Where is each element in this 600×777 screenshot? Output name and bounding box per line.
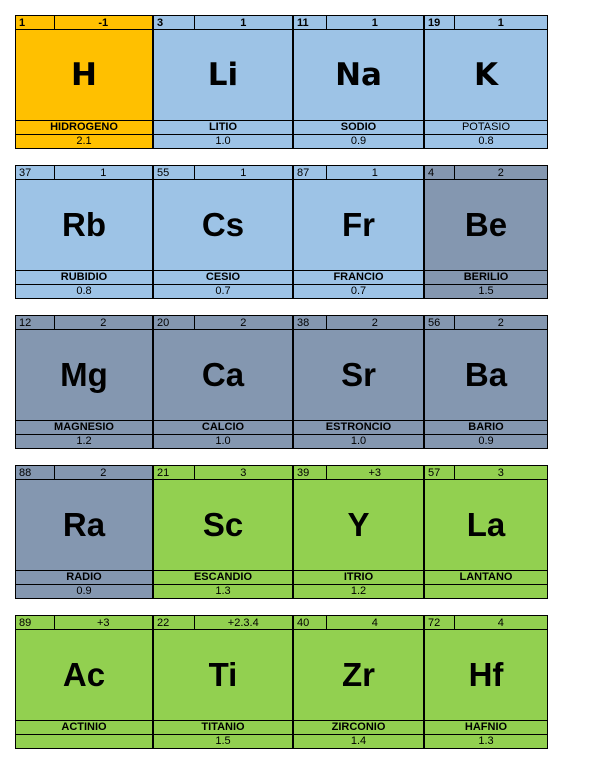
- element-card-rb: [15, 165, 153, 299]
- element-symbol: La: [424, 479, 548, 572]
- element-card-h: [15, 15, 153, 149]
- valence-value: 2: [194, 315, 294, 330]
- atomic-number: 39: [293, 465, 327, 480]
- atomic-number: 4: [424, 165, 455, 180]
- atomic-number: 56: [424, 315, 455, 330]
- valence-value: 3: [194, 465, 294, 480]
- element-name: HAFNIO: [424, 720, 548, 736]
- element-symbol: Cs: [153, 179, 293, 272]
- electronegativity-value: 1.0: [153, 134, 293, 150]
- electronegativity-value: 0.8: [424, 134, 548, 150]
- atomic-number: 11: [293, 15, 327, 30]
- valence-value: 3: [454, 465, 549, 480]
- element-name: LANTANO: [424, 570, 548, 586]
- electronegativity-value: 1.2: [15, 434, 153, 450]
- element-card-be: [424, 165, 548, 299]
- valence-value: 1: [194, 15, 294, 30]
- element-card-zr: [293, 615, 424, 749]
- atomic-number: 72: [424, 615, 455, 630]
- element-card-mg: [15, 315, 153, 449]
- valence-value: 4: [454, 615, 549, 630]
- element-card-sr: [293, 315, 424, 449]
- element-card-ra: [15, 465, 153, 599]
- electronegativity-value: 1.3: [153, 584, 293, 600]
- element-card-na: [293, 15, 424, 149]
- atomic-number: 3: [153, 15, 195, 30]
- element-symbol: Rb: [15, 179, 153, 272]
- valence-value: 1: [326, 165, 425, 180]
- valence-value: +3: [54, 615, 154, 630]
- atomic-number: 87: [293, 165, 327, 180]
- element-card-la: [424, 465, 548, 599]
- element-card-k: [424, 15, 548, 149]
- element-symbol: Zr: [293, 629, 424, 722]
- atomic-number: 1: [15, 15, 55, 30]
- element-card-hf: [424, 615, 548, 749]
- electronegativity-value: 0.8: [15, 284, 153, 300]
- valence-value: 2: [454, 165, 549, 180]
- element-name: TITANIO: [153, 720, 293, 736]
- element-card-li: [153, 15, 293, 149]
- element-card-sc: [153, 465, 293, 599]
- electronegativity-value: 2.1: [15, 134, 153, 150]
- element-name: POTASIO: [424, 120, 548, 136]
- atomic-number: 57: [424, 465, 455, 480]
- electronegativity-value: 0.9: [15, 584, 153, 600]
- element-symbol: Y: [293, 479, 424, 572]
- element-name: MAGNESIO: [15, 420, 153, 436]
- electronegativity-value: 0.9: [424, 434, 548, 450]
- element-name: ESCANDIO: [153, 570, 293, 586]
- element-name: RADIO: [15, 570, 153, 586]
- electronegativity-value: 0.7: [153, 284, 293, 300]
- electronegativity-value: [15, 734, 153, 750]
- element-card-ca: [153, 315, 293, 449]
- element-symbol: Mg: [15, 329, 153, 422]
- electronegativity-value: 0.9: [293, 134, 424, 150]
- electronegativity-value: 1.5: [424, 284, 548, 300]
- valence-value: 1: [54, 165, 154, 180]
- element-symbol: Hf: [424, 629, 548, 722]
- element-symbol: Ca: [153, 329, 293, 422]
- element-symbol: Ba: [424, 329, 548, 422]
- atomic-number: 19: [424, 15, 455, 30]
- electronegativity-value: 1.3: [424, 734, 548, 750]
- valence-value: 2: [54, 315, 154, 330]
- element-symbol: H: [15, 29, 153, 122]
- element-card-ac: [15, 615, 153, 749]
- atomic-number: 20: [153, 315, 195, 330]
- valence-value: 1: [454, 15, 549, 30]
- electronegativity-value: 1.5: [153, 734, 293, 750]
- valence-value: 4: [326, 615, 425, 630]
- element-name: HIDROGENO: [15, 120, 153, 136]
- electronegativity-value: 1.4: [293, 734, 424, 750]
- valence-value: 2: [54, 465, 154, 480]
- element-name: FRANCIO: [293, 270, 424, 286]
- element-name: CALCIO: [153, 420, 293, 436]
- element-name: ZIRCONIO: [293, 720, 424, 736]
- element-symbol: Fr: [293, 179, 424, 272]
- electronegativity-value: 1.2: [293, 584, 424, 600]
- element-symbol: Sc: [153, 479, 293, 572]
- element-name: LITIO: [153, 120, 293, 136]
- valence-value: 2: [454, 315, 549, 330]
- element-symbol: K: [424, 29, 548, 122]
- atomic-number: 37: [15, 165, 55, 180]
- element-name: RUBIDIO: [15, 270, 153, 286]
- element-symbol: Be: [424, 179, 548, 272]
- element-name: ITRIO: [293, 570, 424, 586]
- element-card-y: [293, 465, 424, 599]
- electronegativity-value: 1.0: [293, 434, 424, 450]
- valence-value: 2: [326, 315, 425, 330]
- electronegativity-value: 0.7: [293, 284, 424, 300]
- element-name: SODIO: [293, 120, 424, 136]
- valence-value: +3: [326, 465, 425, 480]
- atomic-number: 22: [153, 615, 195, 630]
- electronegativity-value: [424, 584, 548, 600]
- atomic-number: 89: [15, 615, 55, 630]
- element-card-fr: [293, 165, 424, 299]
- element-symbol: Ti: [153, 629, 293, 722]
- atomic-number: 40: [293, 615, 327, 630]
- electronegativity-value: 1.0: [153, 434, 293, 450]
- element-card-ti: [153, 615, 293, 749]
- element-card-cs: [153, 165, 293, 299]
- atomic-number: 21: [153, 465, 195, 480]
- valence-value: 1: [194, 165, 294, 180]
- element-symbol: Sr: [293, 329, 424, 422]
- element-name: BARIO: [424, 420, 548, 436]
- atomic-number: 12: [15, 315, 55, 330]
- element-symbol: Li: [153, 29, 293, 122]
- element-name: ESTRONCIO: [293, 420, 424, 436]
- element-symbol: Na: [293, 29, 424, 122]
- valence-value: -1: [54, 15, 154, 30]
- atomic-number: 55: [153, 165, 195, 180]
- element-name: ACTINIO: [15, 720, 153, 736]
- element-symbol: Ra: [15, 479, 153, 572]
- element-name: CESIO: [153, 270, 293, 286]
- atomic-number: 88: [15, 465, 55, 480]
- element-card-ba: [424, 315, 548, 449]
- element-symbol: Ac: [15, 629, 153, 722]
- valence-value: 1: [326, 15, 425, 30]
- element-name: BERILIO: [424, 270, 548, 286]
- atomic-number: 38: [293, 315, 327, 330]
- valence-value: +2.3.4: [194, 615, 294, 630]
